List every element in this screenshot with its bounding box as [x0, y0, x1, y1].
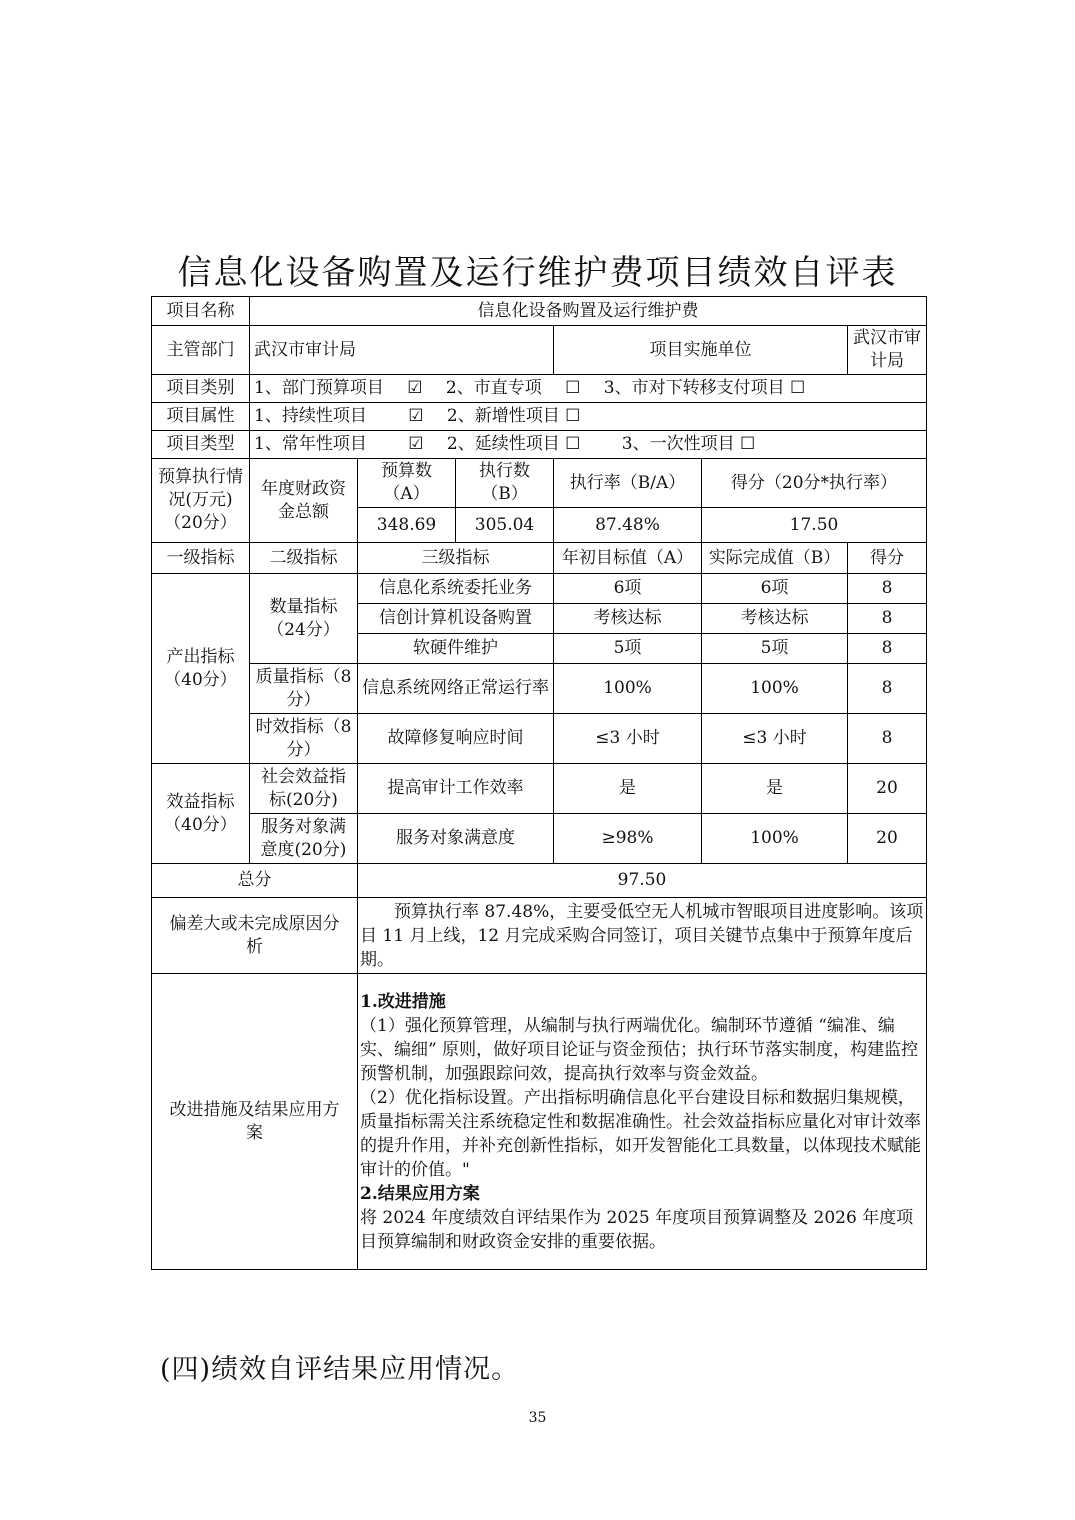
label-level2: 二级指标: [250, 543, 358, 574]
rate-value: 87.48%: [554, 508, 702, 543]
row-attribute: [152, 403, 927, 431]
indicator-name: 信息化系统委托业务: [358, 574, 554, 604]
improve-paragraph-2: （2）优化指标设置。产出指标明确信息化平台建设目标和数据归集规模，质量指标需关注系统稳定性和数据准确性。社会效益指标应量化对审计效率的提升作用，并补充创新性指标，如开发智能化工具数量，以体现技术赋能审计的价值。": [360, 1087, 921, 1180]
indicator-target: 是: [554, 764, 702, 814]
budget-a-b-values: [358, 508, 554, 543]
dept-value: 武汉市审计局: [250, 326, 554, 375]
indicator-score: 8: [848, 604, 927, 634]
label-budget-exec: 预算执行情况(万元)（20分）: [152, 459, 250, 543]
page-title: 信息化设备购置及运行维护费项目绩效自评表: [177, 253, 898, 293]
indicator-name: 信创计算机设备购置: [358, 604, 554, 634]
attribute-option-1: 1、持续性项目: [254, 406, 367, 426]
indicator-target: 6项: [554, 574, 702, 604]
row-improve: [152, 974, 927, 1270]
indicator-actual: 6项: [702, 574, 848, 604]
indicator-score: 8: [848, 714, 927, 764]
label-dept: 主管部门: [152, 326, 250, 375]
checkbox-checked-icon: ☑: [408, 434, 424, 454]
label-attribute: 项目属性: [152, 403, 250, 431]
type-options: [250, 431, 927, 459]
budget-a-b-header: [358, 459, 554, 508]
budget-score-value: 17.50: [702, 508, 927, 543]
row-budget-header: [152, 459, 927, 508]
project-name-value: 信息化设备购置及运行维护费: [250, 297, 927, 326]
indicator-actual: 5项: [702, 634, 848, 664]
label-category: 项目类别: [152, 375, 250, 403]
indicator-score: 8: [848, 574, 927, 604]
indicator-actual: 考核达标: [702, 604, 848, 634]
label-impl-unit: 项目实施单位: [554, 326, 848, 375]
label-annual-funds: 年度财政资金总额: [250, 459, 358, 543]
type-option-3: 3、一次性项目: [621, 434, 735, 454]
category-option-2: 2、市直专项: [445, 378, 542, 398]
indicator-actual: 是: [702, 764, 848, 814]
attribute-option-2: 2、新增性项目: [446, 406, 560, 426]
indicator-target: ≥98%: [554, 814, 702, 864]
indicator-score: 8: [848, 634, 927, 664]
indicator-name: 提高审计工作效率: [358, 764, 554, 814]
table-row: [152, 574, 927, 604]
budget-a-value: 348.69: [358, 508, 456, 542]
indicator-actual: 100%: [702, 814, 848, 864]
evaluation-table: [151, 296, 927, 1270]
indicator-score: 8: [848, 664, 927, 714]
improve-heading-2: 2.结果应用方案: [360, 1183, 480, 1204]
checkbox-empty-icon: ☐: [565, 406, 581, 426]
label-timeliness: 时效指标（8分）: [250, 714, 358, 764]
checkbox-checked-icon: ☑: [408, 406, 424, 426]
checkbox-checked-icon: ☑: [407, 378, 423, 398]
label-target: 年初目标值（A）: [554, 543, 702, 574]
improve-paragraph-1: （1）强化预算管理，从编制与执行两端优化。编制环节遵循 “编准、编实、编细” 原则，做好项目论证与资金预估；执行环节落实制度，构建监控预警机制，加强跟踪问效，提高执行效率与资金效益。: [360, 1015, 919, 1084]
label-type: 项目类型: [152, 431, 250, 459]
label-actual: 实际完成值（B）: [702, 543, 848, 574]
label-total: 总分: [152, 864, 358, 898]
checkbox-empty-icon: ☐: [565, 434, 581, 454]
table-row: [152, 714, 927, 764]
checkbox-empty-icon: ☐: [565, 378, 581, 398]
type-option-1: 1、常年性项目: [254, 434, 367, 454]
row-deviation: [152, 898, 927, 974]
row-dept: [152, 326, 927, 375]
row-total: [152, 864, 927, 898]
label-score-formula: 得分（20分*执行率）: [702, 459, 927, 508]
category-option-3: 3、市对下转移支付项目: [603, 378, 785, 398]
label-quantity: 数量指标（24分）: [250, 574, 358, 664]
table-row: [152, 664, 927, 714]
label-level3: 三级指标: [358, 543, 554, 574]
indicator-target: 100%: [554, 664, 702, 714]
checkbox-empty-icon: ☐: [740, 434, 756, 454]
row-indicator-header: [152, 543, 927, 574]
indicator-name: 软硬件维护: [358, 634, 554, 664]
row-type: [152, 431, 927, 459]
label-exec-b: 执行数（B）: [479, 461, 530, 504]
improve-content: [358, 974, 927, 1270]
exec-b-value: 305.04: [474, 514, 535, 535]
table-row: [152, 814, 927, 864]
indicator-score: 20: [848, 814, 927, 864]
indicator-name: 信息系统网络正常运行率: [358, 664, 554, 714]
impl-unit-value: 武汉市审计局: [848, 326, 927, 375]
indicator-score: 20: [848, 764, 927, 814]
type-option-2: 2、延续性项目: [446, 434, 560, 454]
row-category: [152, 375, 927, 403]
category-option-1: 1、部门预算项目: [254, 378, 384, 398]
label-output: 产出指标（40分）: [152, 574, 250, 764]
deviation-text: 预算执行率 87.48%，主要受低空无人机城市智眼项目进度影响。该项目 11 月上线，12 月完成采购合同签订，项目关键节点集中于预算年度后期。: [358, 898, 927, 974]
label-quality: 质量指标（8分）: [250, 664, 358, 714]
indicator-actual: ≤3 小时: [702, 714, 848, 764]
page-number: 35: [528, 1410, 547, 1426]
category-options: [250, 375, 927, 403]
row-project-name: [152, 297, 927, 326]
label-improve: 改进措施及结果应用方案: [152, 974, 358, 1270]
label-benefit: 效益指标（40分）: [152, 764, 250, 864]
indicator-actual: 100%: [702, 664, 848, 714]
indicator-name: 故障修复响应时间: [358, 714, 554, 764]
label-score: 得分: [848, 543, 927, 574]
improve-paragraph-3: 将 2024 年度绩效自评结果作为 2025 年度项目预算调整及 2026 年度项目预算编制和财政资金安排的重要依据。: [360, 1207, 914, 1252]
label-deviation: 偏差大或未完成原因分析: [152, 898, 358, 974]
label-level1: 一级指标: [152, 543, 250, 574]
indicator-target: ≤3 小时: [554, 714, 702, 764]
label-satisfaction: 服务对象满意度(20分): [250, 814, 358, 864]
total-score-value: 97.50: [358, 864, 927, 898]
table-row: [152, 764, 927, 814]
checkbox-empty-icon: ☐: [790, 378, 806, 398]
label-project-name: 项目名称: [152, 297, 250, 326]
section-heading: (四)绩效自评结果应用情况。: [160, 1354, 520, 1385]
label-budget-a: 预算数（A）: [358, 459, 456, 507]
indicator-target: 5项: [554, 634, 702, 664]
attribute-options: [250, 403, 927, 431]
label-social: 社会效益指标(20分): [250, 764, 358, 814]
improve-heading-1: 1.改进措施: [360, 991, 446, 1012]
label-rate: 执行率（B/A）: [554, 459, 702, 508]
indicator-target: 考核达标: [554, 604, 702, 634]
indicator-name: 服务对象满意度: [358, 814, 554, 864]
